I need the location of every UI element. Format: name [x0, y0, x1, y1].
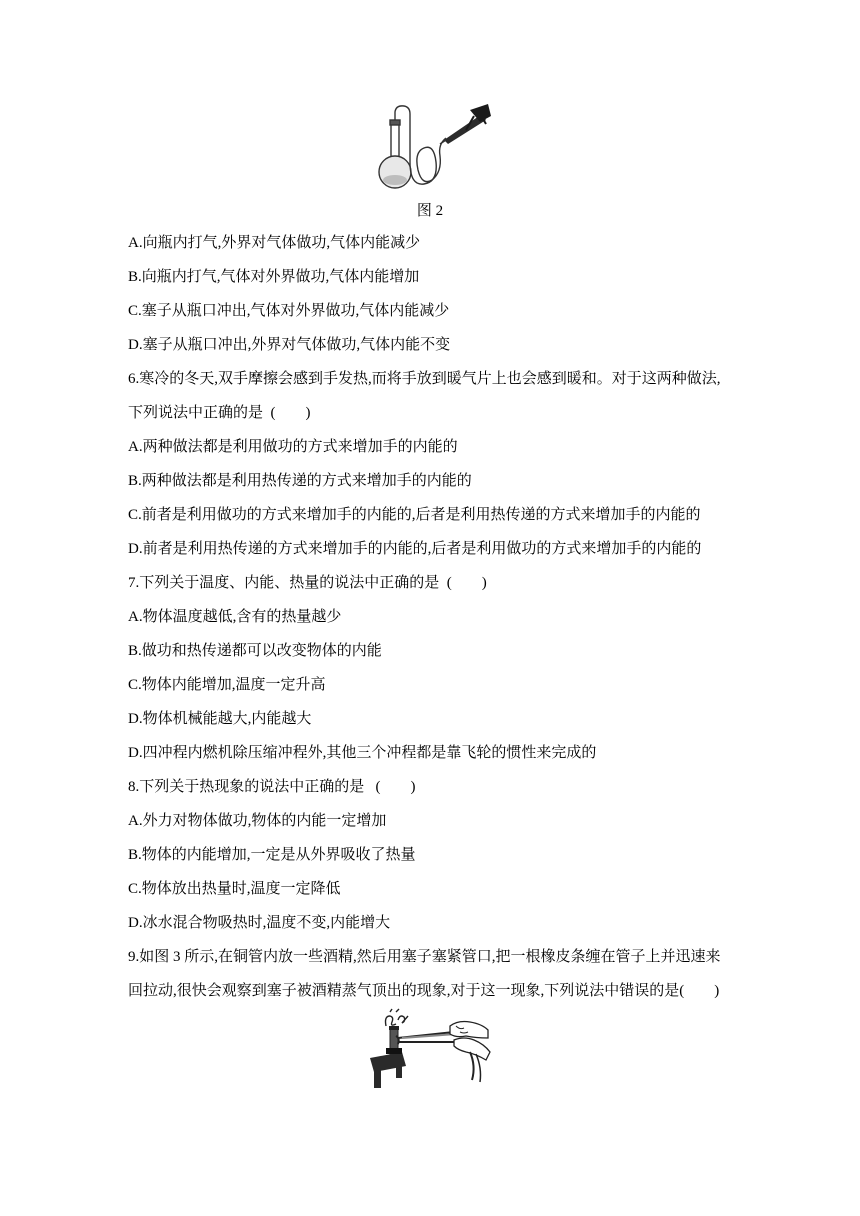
q8-stem: 8.下列关于热现象的说法中正确的是 ( ) — [128, 779, 416, 795]
q6-option-c: C.前者是利用做功的方式来增加手的内能的,后者是利用热传递的方式来增加手的内能的 — [128, 507, 701, 523]
q5-option-b: B.向瓶内打气,气体对外界做功,气体内能增加 — [128, 269, 420, 285]
q5-option-c: C.塞子从瓶口冲出,气体对外界做功,气体内能减少 — [128, 303, 450, 319]
figure-2-flask-pump-illustration — [370, 100, 492, 194]
q8-option-b: B.物体的内能增加,一定是从外界吸收了热量 — [128, 847, 416, 863]
q7-option-a: A.物体温度越低,含有的热量越少 — [128, 609, 342, 625]
q7-stem: 7.下列关于温度、内能、热量的说法中正确的是 ( ) — [128, 575, 487, 591]
q7-option-b: B.做功和热传递都可以改变物体的内能 — [128, 643, 382, 659]
q6-stem-line-1: 6.寒冷的冬天,双手摩擦会感到手发热,而将手放到暖气片上也会感到暖和。对于这两种做法, — [128, 371, 721, 387]
q9-stem-line-1: 9.如图 3 所示,在铜管内放一些酒精,然后用塞子塞紧管口,把一根橡皮条缠在管子上并迅速来 — [128, 949, 721, 965]
q7-option-d: D.物体机械能越大,内能越大 — [128, 711, 312, 727]
question-text-block — [128, 226, 788, 1008]
q6-option-d: D.前者是利用热传递的方式来增加手的内能的,后者是利用做功的方式来增加手的内能的 — [128, 541, 702, 557]
q7-option-c: C.物体内能增加,温度一定升高 — [128, 677, 326, 693]
q8-option-c: C.物体放出热量时,温度一定降低 — [128, 881, 341, 897]
q5-option-a: A.向瓶内打气,外界对气体做功,气体内能减少 — [128, 235, 421, 251]
q6-option-b: B.两种做法都是利用热传递的方式来增加手的内能的 — [128, 473, 472, 489]
q8-option-a: A.外力对物体做功,物体的内能一定增加 — [128, 813, 387, 829]
figure-2-caption: 图 2 — [416, 203, 444, 219]
q5-option-d: D.塞子从瓶口冲出,外界对气体做功,气体内能不变 — [128, 337, 451, 353]
q7-option-d-extra: D.四冲程内燃机除压缩冲程外,其他三个冲程都是靠飞轮的惯性来完成的 — [128, 745, 597, 761]
q6-option-a: A.两种做法都是利用做功的方式来增加手的内能的 — [128, 439, 458, 455]
q9-stem-line-2: 回拉动,很快会观察到塞子被酒精蒸气顶出的现象,对于这一现象,下列说法中错误的是( ) — [128, 983, 720, 999]
q6-stem-line-2: 下列说法中正确的是 ( ) — [128, 405, 311, 421]
q8-option-d: D.冰水混合物吸热时,温度不变,内能增大 — [128, 915, 391, 931]
figure-3-tube-friction-illustration — [366, 1008, 492, 1094]
